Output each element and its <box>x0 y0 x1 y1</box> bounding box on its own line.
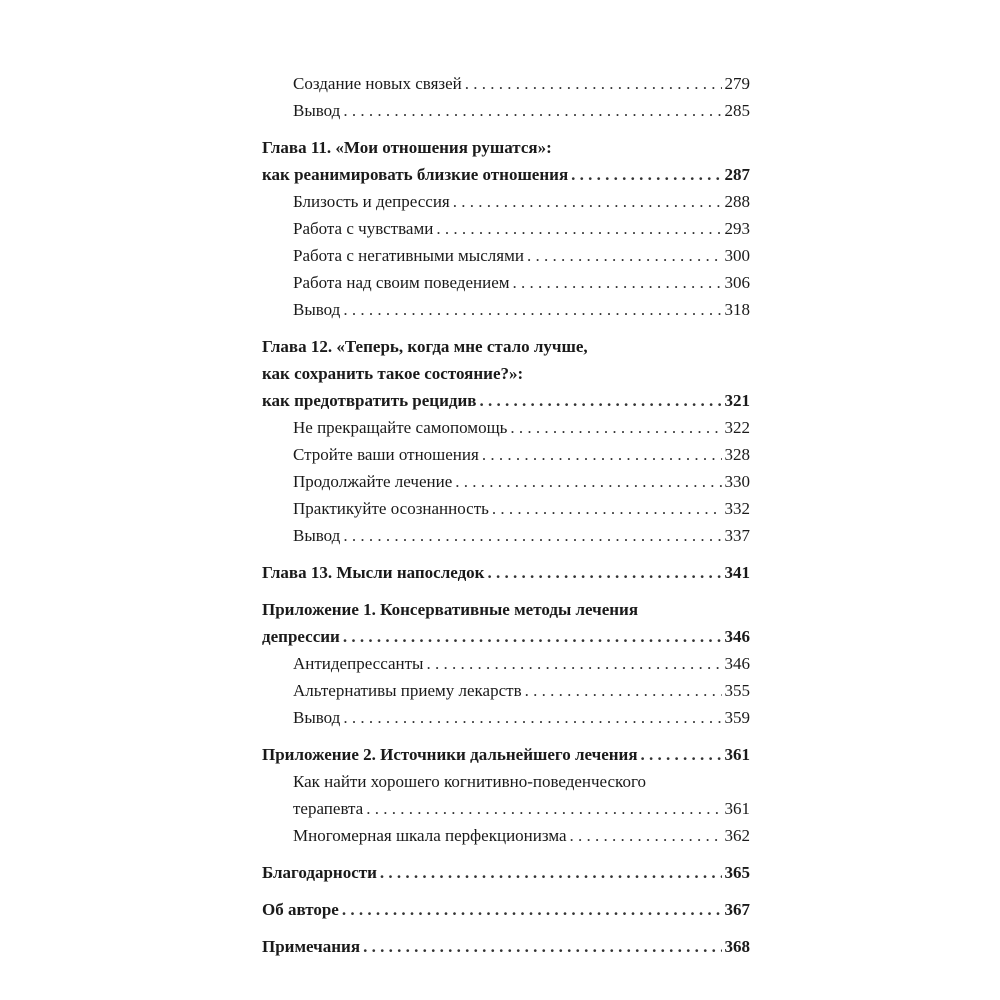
toc-chapter-title: Глава 12. «Теперь, когда мне стало лучше, <box>262 337 588 356</box>
toc-entry <box>262 495 750 522</box>
dot-leader <box>343 522 721 549</box>
toc-entry-page: 293 <box>724 219 750 238</box>
toc-entry-title: Стройте ваши отношения <box>293 445 479 464</box>
toc-entry-title: Альтернативы приему лекарств <box>293 681 522 700</box>
dot-leader <box>426 650 721 677</box>
toc-chapter-entry <box>262 387 750 414</box>
toc-entry-title: Вывод <box>293 526 341 545</box>
toc-entry-title: Вывод <box>293 101 341 120</box>
dot-leader <box>366 795 721 822</box>
toc-entry-page: 322 <box>724 418 750 437</box>
toc-chapter-entry <box>262 896 750 923</box>
toc-entry <box>262 296 750 323</box>
toc-chapter-title: Примечания <box>262 937 361 956</box>
toc-entry-title: Близость и депрессия <box>293 192 450 211</box>
toc-appendix-2 <box>262 741 750 768</box>
toc-chapter-page: 361 <box>724 745 750 764</box>
toc-acknowledgements <box>262 859 750 886</box>
toc-chapter-title-cont: как сохранить такое состояние?»: <box>262 364 524 383</box>
toc-chapter-page: 368 <box>724 937 750 956</box>
toc-entry-page: 328 <box>724 445 750 464</box>
toc-entry-page: 279 <box>724 74 750 93</box>
dot-leader <box>380 859 722 886</box>
dot-leader <box>363 933 721 960</box>
toc-chapter-page: 367 <box>724 900 750 919</box>
toc-section <box>262 70 750 124</box>
dot-leader <box>510 414 721 441</box>
dot-leader <box>479 387 721 414</box>
dot-leader <box>342 896 722 923</box>
toc-entry-title: Не прекращайте самопомощь <box>293 418 508 437</box>
dot-leader <box>571 161 721 188</box>
toc-chapter-11 <box>262 134 750 188</box>
toc-entry-page: 346 <box>724 654 750 673</box>
toc-entry-page: 361 <box>724 799 750 818</box>
toc-chapter-title: Благодарности <box>262 863 377 882</box>
dot-leader <box>513 269 722 296</box>
dot-leader <box>343 97 721 124</box>
toc-entry-page: 300 <box>724 246 750 265</box>
toc-chapter-entry <box>262 859 750 886</box>
dot-leader <box>465 70 722 97</box>
toc-section <box>262 188 750 323</box>
toc-entry-title: Вывод <box>293 708 341 727</box>
toc-entry <box>262 795 750 822</box>
toc-entry <box>262 704 750 731</box>
dot-leader <box>453 188 722 215</box>
toc-chapter-title: Приложение 2. Источники дальнейшего лечения <box>262 745 638 764</box>
dot-leader <box>343 296 721 323</box>
toc-entry-page: 285 <box>724 101 750 120</box>
dot-leader <box>570 822 722 849</box>
toc-entry <box>262 441 750 468</box>
toc-entry-title: Работа с чувствами <box>293 219 434 238</box>
toc-entry-page: 362 <box>724 826 750 845</box>
dot-leader <box>492 495 722 522</box>
toc-chapter-page: 287 <box>724 165 750 184</box>
dot-leader <box>343 704 721 731</box>
toc-section <box>262 768 750 849</box>
toc-entry <box>262 414 750 441</box>
toc-appendix-1 <box>262 596 750 650</box>
toc-entry-title: Вывод <box>293 300 341 319</box>
table-of-contents <box>262 70 750 960</box>
toc-entry-title: Практикуйте осознанность <box>293 499 489 518</box>
toc-entry <box>262 242 750 269</box>
toc-chapter-12 <box>262 333 750 414</box>
toc-chapter-title: Глава 11. «Мои отношения рушатся»: <box>262 138 552 157</box>
toc-chapter-title-cont: депрессии <box>262 627 340 646</box>
toc-chapter-page: 365 <box>724 863 750 882</box>
toc-entry <box>262 215 750 242</box>
toc-chapter-13 <box>262 559 750 586</box>
toc-entry-title-cont: терапевта <box>293 799 364 818</box>
toc-entry-page: 337 <box>724 526 750 545</box>
toc-chapter-title-cont: как предотвратить рецидив <box>262 391 477 410</box>
toc-chapter-page: 341 <box>724 563 750 582</box>
toc-entry <box>262 269 750 296</box>
dot-leader <box>641 741 722 768</box>
toc-entry-page: 288 <box>724 192 750 211</box>
toc-entry <box>262 70 750 97</box>
dot-leader <box>487 559 721 586</box>
toc-chapter-title-cont: как реанимировать близкие отношения <box>262 165 569 184</box>
toc-chapter-page: 321 <box>724 391 750 410</box>
toc-section <box>262 650 750 731</box>
toc-about-author <box>262 896 750 923</box>
toc-entry-page: 318 <box>724 300 750 319</box>
toc-entry-title: Работа над своим поведением <box>293 273 510 292</box>
toc-entry-title: Работа с негативными мыслями <box>293 246 524 265</box>
toc-entry <box>262 822 750 849</box>
dot-leader <box>482 441 722 468</box>
toc-chapter-page: 346 <box>724 627 750 646</box>
toc-entry-title: Создание новых связей <box>293 74 462 93</box>
toc-chapter-entry <box>262 559 750 586</box>
toc-section <box>262 414 750 549</box>
toc-entry <box>262 677 750 704</box>
toc-entry <box>262 97 750 124</box>
toc-entry-title: Как найти хорошего когнитивно-поведенческого <box>293 772 646 791</box>
toc-chapter-entry <box>262 933 750 960</box>
toc-entry-page: 359 <box>724 708 750 727</box>
toc-chapter-title: Об авторе <box>262 900 339 919</box>
toc-notes <box>262 933 750 960</box>
toc-chapter-title: Глава 13. Мысли напоследок <box>262 563 485 582</box>
toc-entry-page: 355 <box>724 681 750 700</box>
toc-chapter-entry <box>262 623 750 650</box>
dot-leader <box>525 677 722 704</box>
toc-chapter-title: Приложение 1. Консервативные методы лечения <box>262 600 639 619</box>
toc-entry <box>262 522 750 549</box>
toc-entry-title: Продолжайте лечение <box>293 472 453 491</box>
dot-leader <box>436 215 721 242</box>
toc-entry-title: Антидепрессанты <box>293 654 424 673</box>
toc-entry-page: 332 <box>724 499 750 518</box>
toc-entry <box>262 650 750 677</box>
toc-chapter-entry <box>262 161 750 188</box>
toc-entry <box>262 468 750 495</box>
toc-entry-page: 306 <box>724 273 750 292</box>
toc-entry-title: Многомерная шкала перфекционизма <box>293 826 567 845</box>
toc-entry <box>262 188 750 215</box>
dot-leader <box>343 623 722 650</box>
dot-leader <box>527 242 722 269</box>
toc-chapter-entry <box>262 741 750 768</box>
toc-entry-page: 330 <box>724 472 750 491</box>
dot-leader <box>455 468 721 495</box>
